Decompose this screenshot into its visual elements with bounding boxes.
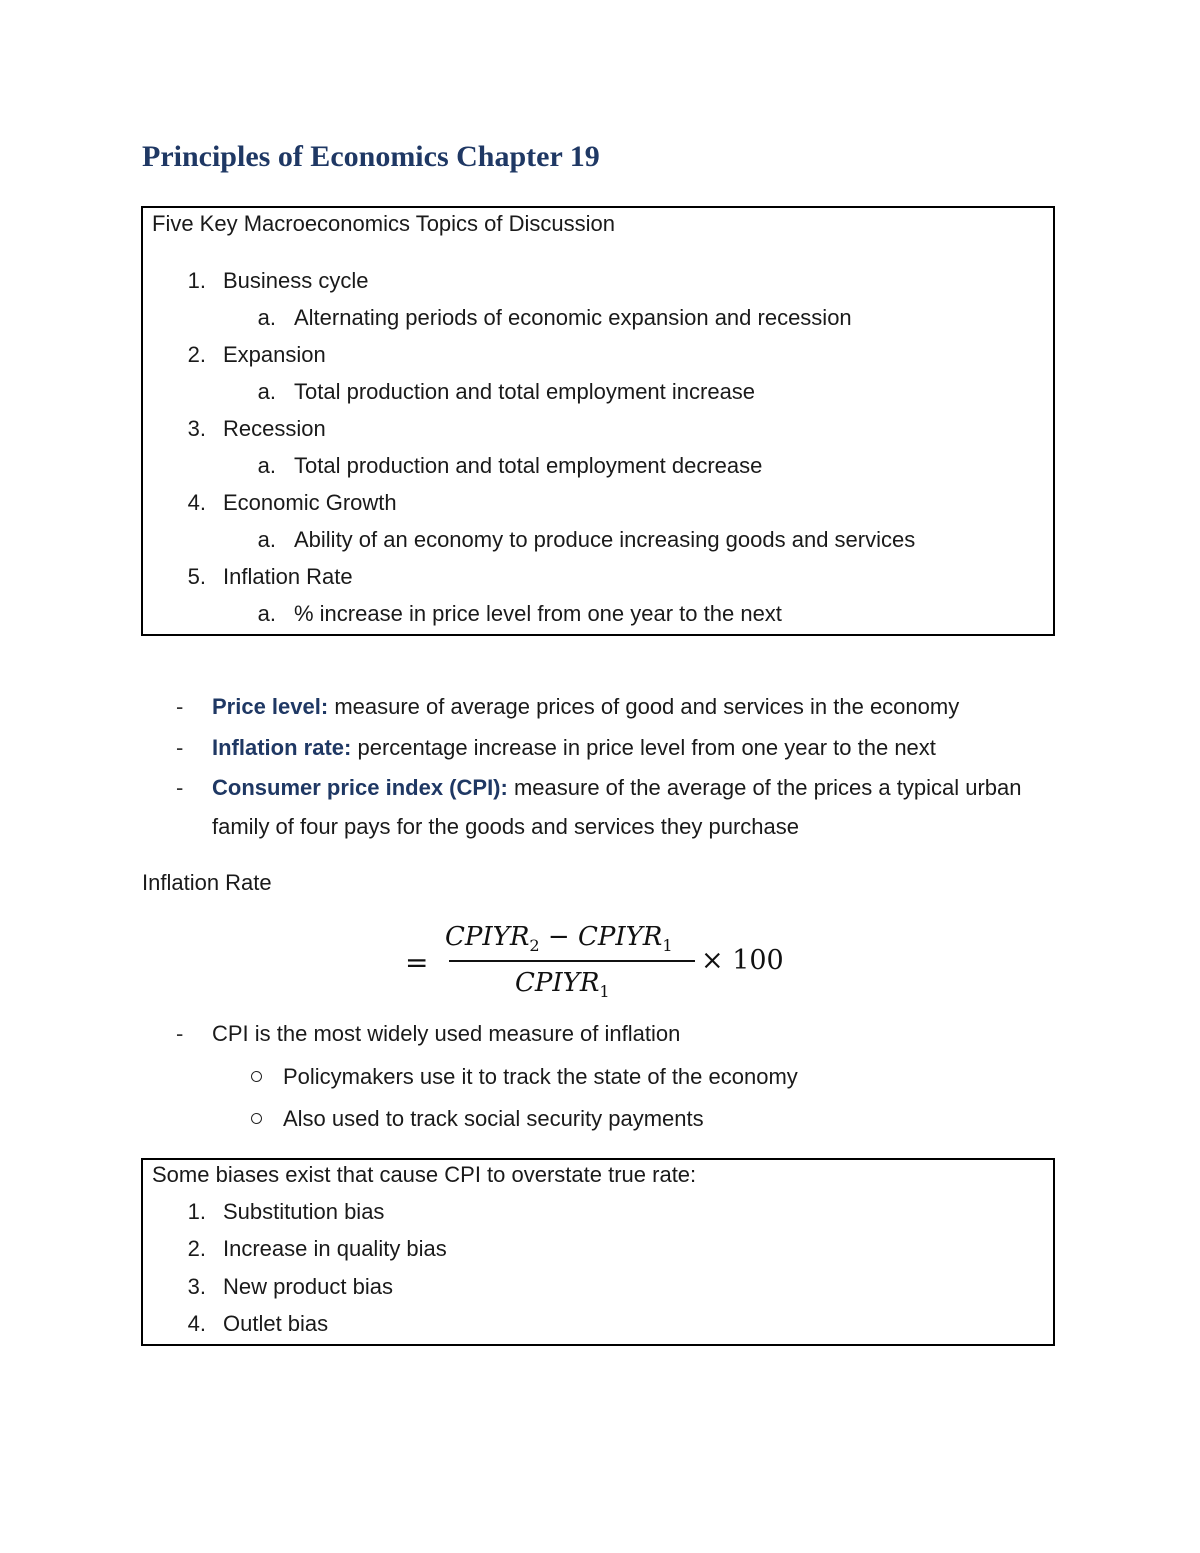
topic-sub-letter: a. (257, 527, 276, 552)
definition-cpi (212, 773, 1021, 803)
topic-number: 2. (187, 342, 206, 367)
page-title: Principles of Economics Chapter 19 (142, 140, 600, 173)
definition-text: measure of average prices of good and services in the economy (334, 694, 960, 719)
cpi-bullet: Also used to track social security payments (283, 1106, 704, 1131)
definition-text-continued: family of four pays for the goods and services they purchase (212, 814, 799, 839)
list-dash: - (176, 775, 184, 800)
topic-label: Business cycle (223, 268, 369, 293)
definition-term: Price level: (212, 694, 329, 719)
bias-number: 3. (187, 1274, 206, 1299)
bias-number: 2. (187, 1236, 206, 1261)
topic-sub-letter: a. (257, 379, 276, 404)
topic-sub-letter: a. (257, 453, 276, 478)
topic-label: Recession (223, 416, 326, 441)
cpi-bullet: Policymakers use it to track the state of the economy (283, 1064, 798, 1089)
definition-text: percentage increase in price level from one year to the next (357, 735, 936, 760)
topic-number: 4. (187, 490, 206, 515)
bias-label: Outlet bias (223, 1311, 329, 1336)
bias-label: Substitution bias (223, 1199, 385, 1224)
topic-label: Expansion (223, 342, 326, 367)
definition-term: Inflation rate: (212, 735, 352, 760)
topic-sub-text: Alternating periods of economic expansion and recession (294, 305, 852, 330)
bias-heading: Some biases exist that cause CPI to overstate true rate: (152, 1162, 697, 1187)
topic-number: 5. (187, 564, 206, 589)
topic-sub-text: Total production and total employment increase (294, 379, 756, 404)
formula-denominator: $CPIYR_1$ (515, 968, 610, 1002)
definition-term: Consumer price index (CPI): (212, 775, 508, 800)
cpi-note-text: CPI is the most widely used measure of inflation (212, 1021, 681, 1046)
circle-bullet-icon (251, 1071, 262, 1082)
list-dash: - (176, 735, 184, 760)
topic-sub-letter: a. (257, 601, 276, 626)
equals-sign: = (405, 946, 429, 979)
formula-multiplier: × 100 (701, 945, 784, 976)
list-dash: - (176, 694, 184, 719)
definition-price-level (212, 692, 959, 722)
topic-number: 3. (187, 416, 206, 441)
bias-label: Increase in quality bias (223, 1236, 447, 1261)
topic-sub-text: Total production and total employment decrease (294, 453, 763, 478)
formula-label: Inflation Rate (142, 870, 272, 895)
topic-sub-letter: a. (257, 305, 276, 330)
bias-number: 1. (187, 1199, 206, 1224)
topic-sub-text: Ability of an economy to produce increasing goods and services (294, 527, 916, 552)
bias-label: New product bias (223, 1274, 393, 1299)
definition-text: measure of the average of the prices a typical urban (513, 775, 1022, 800)
topic-label: Inflation Rate (223, 564, 353, 589)
topics-heading: Five Key Macroeconomics Topics of Discussion (152, 211, 615, 236)
topic-number: 1. (187, 268, 206, 293)
circle-bullet-icon (251, 1113, 262, 1124)
formula-numerator: $CPIYR_2$ − $CPIYR_1$ (445, 922, 673, 956)
definition-inflation-rate (212, 733, 936, 763)
topic-sub-text: % increase in price level from one year to the next (294, 601, 782, 626)
fraction-line (449, 960, 695, 962)
bias-number: 4. (187, 1311, 206, 1336)
topic-label: Economic Growth (223, 490, 397, 515)
list-dash: - (176, 1021, 184, 1046)
inflation-rate-formula (405, 920, 805, 1010)
